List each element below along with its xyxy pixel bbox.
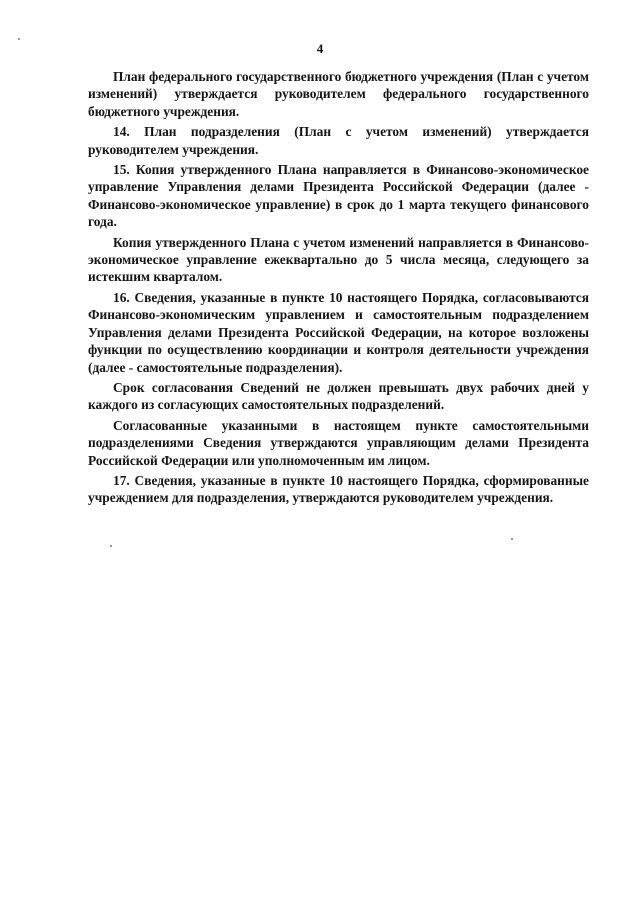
page-number: 4 [316, 41, 324, 56]
scan-speck [18, 38, 20, 40]
paragraph-17: 17. Сведения, указанные в пункте 10 настоящего Порядка, сформированные учреждением для подразделения, утверждаются руководителем учреждения. [88, 472, 589, 506]
paragraph-plan-copy-quarterly: Копия утвержденного Плана с учетом изменений направляется в Финансово-экономическое управление ежеквартально до 5 числа месяца, следующего за истекшим кварталом. [88, 234, 589, 285]
scan-speck [110, 545, 112, 547]
scan-speck [511, 538, 513, 540]
paragraph-16: 16. Сведения, указанные в пункте 10 настоящего Порядка, согласовываются Финансово-экономическим управлением и самостоятельным подразделением Управления делами Президента Российской Федерации, на которое возложены функции по осуществлению координации и контроля деятельности учреждения (далее - самостоятельные подразделения). [88, 289, 589, 375]
paragraph-approved-info: Согласованные указанными в настоящем пункте самостоятельными подразделениями Сведения утверждаются управляющим делами Президента Российской Федерации или уполномоченным им лицом. [88, 417, 589, 468]
paragraph-14: 14. План подразделения (План с учетом изменений) утверждается руководителем учреждения. [88, 124, 589, 157]
paragraph-approval-deadline: Срок согласования Сведений не должен превышать двух рабочих дней у каждого из согласующих самостоятельных подразделений. [88, 379, 589, 413]
paragraph-15: 15. Копия утвержденного Плана направляется в Финансово-экономическое управление Управления делами Президента Российской Федерации (далее - Финансово-экономическое управление) в срок до 1 марта текущего финансового года. [88, 162, 589, 230]
paragraph-plan-approval: План федерального государственного бюджетного учреждения (План с учетом изменений) утверждается руководителем федерального государственного бюджетного учреждения. [88, 69, 589, 119]
document-body [88, 68, 589, 507]
